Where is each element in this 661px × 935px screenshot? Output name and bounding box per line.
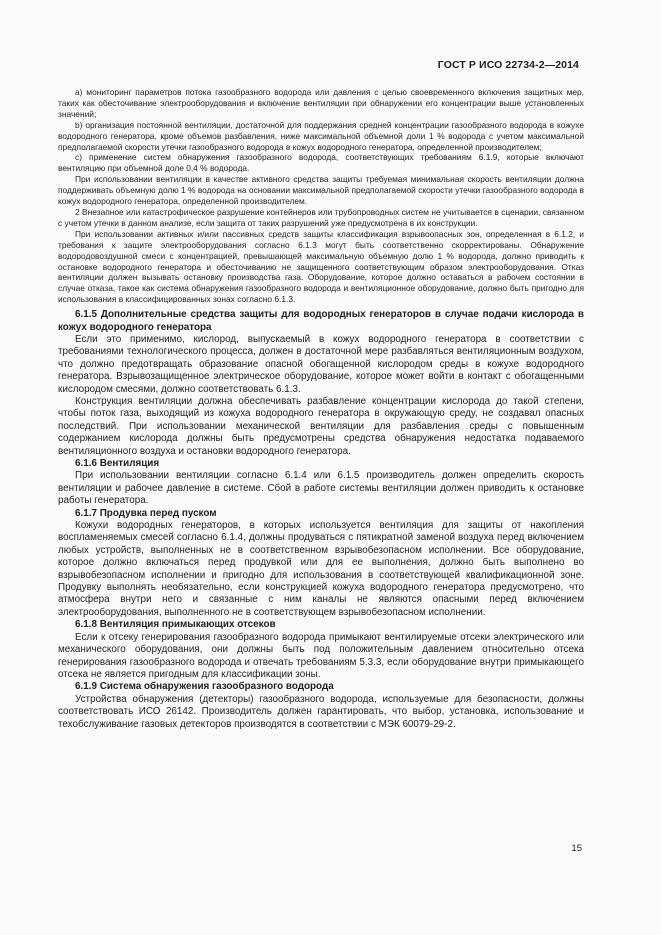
page-number: 15 — [571, 843, 582, 854]
paragraph: Если это применимо, кислород, выпускаемый в кожух водородного генератора в соответствии с требованиями технологического процесса, должен в достаточной мере разбавляться вентиляционным воздухом, что должно предотвращать образование опасной обогащенной кислородом среды в кожухе водородного генератора. Взрывозащищенное электрическое оборудование, которое может войти в контакт с обогащенными кислородом смесями, должно соответствовать 6.1.3. — [58, 333, 584, 395]
paragraph: При использовании активных и/или пассивных средств защиты классификация взрывоопасных зон, определенная в 6.1.2, и требования к защите электрооборудования согласно 6.1.3 могут быть соответственно скорректированы. Обнаружение водородовоздушной смеси с концентрацией, превышающей максимальную объемную долю 1 % водорода, должно приводить к остановке водородного генератора и обесточиванию не защищенного соответствующим образом электрооборудования. Отказ вентиляции должен вызывать остановку производства газа. Оборудование, которое должно оставаться в рабочем состоянии в случае отказа, такое как система обнаружения газообразного водорода и вентиляционное оборудование, должно быть пригодно для использования в классифицированных зонах согласно 6.1.3. — [58, 228, 584, 305]
paragraph: с) применение систем обнаружения газообразного водорода, соответствующих требованиям 6.1.9, которые включают вентиляцию при объемной доле 0,4 % водорода. — [58, 152, 584, 174]
paragraph: Кожухи водородных генераторов, в которых используется вентиляция для защиты от накопления воспламеняемых смесей согласно 6.1.4, должны продуваться с пятикратной заменой воздуха перед включением любых устройств, выполненных не в соответственном взрывобезопасном исполнении. Все оборудование, которое должно включаться перед продувкой или для ее выполнения, должно быть выполнено во взрывобезопасном исполнении и пригодно для использования в соответствующей квалификационной зоне. Продувку выполнять необязательно, если конструкцией кожуха водородного генератора предусмотрено, что атмосфера внутри него и связанные с ним каналы не являются опасными перед включением электрооборудования, выполненного не в соответствующем взрывобезопасном исполнении. — [58, 520, 584, 618]
section-heading: 6.1.7 Продувка перед пуском — [75, 507, 217, 519]
document-id: ГОСТ Р ИСО 22734-2—2014 — [437, 59, 579, 71]
section-heading: 6.1.8 Вентиляция примыкающих отсеков — [75, 619, 276, 631]
small-text-section — [58, 87, 584, 305]
body-text — [58, 87, 584, 731]
section-heading: 6.1.5 Дополнительные средства защиты для водородных генераторов в случае подачи кислорода в кожух водородного генератора — [58, 309, 584, 333]
paragraph: а) мониторинг параметров потока газообразного водорода или давления с целью своевременного включения защитных мер, таких как обесточивание электрооборудования и включение вентиляции при обнаружении его концентрации выше установленных значений; — [58, 87, 584, 119]
main-text-section — [58, 309, 584, 731]
paragraph: При использовании вентиляции в качестве активного средства защиты требуемая минимальная скорость вентиляции должна поддерживать объемную долю 1 % водорода на основании максимальной предполагаемой скорости утечки газообразного водорода в кожух водородного генератора, определенной производителем. — [58, 174, 584, 207]
note-paragraph: 2 Внезапное или катастрофическое разрушение контейнеров или трубопроводных систем не учитывается в сценарии, связанном с учетом утечки в данном анализе, если защита от таких разрушений уже предусмотрена в их конструкции. — [58, 206, 584, 228]
section-heading: 6.1.6 Вентиляция — [75, 458, 160, 469]
paragraph: При использовании вентиляции согласно 6.1.4 или 6.1.5 производитель должен определить скорость вентиляции и рабочее давление в системе. Сбой в работе системы вентиляции должен приводить к остановке работы генератора. — [58, 470, 584, 507]
section-heading: 6.1.9 Система обнаружения газообразного водорода — [75, 681, 334, 693]
paragraph: Если к отсеку генерирования газообразного водорода примыкают вентилируемые отсеки электрического или механического оборудования, они должны быть под положительным давлением относительно отсека генерирования газообразного водорода и отвечать требованиям 5.3.3, если оборудование внутри примыкающего отсека не является пригодным для классификации зоны. — [58, 631, 584, 680]
paragraph: Конструкция вентиляции должна обеспечивать разбавление концентрации кислорода до такой степени, чтобы поток газа, выходящий из кожуха водородного генератора в окружающую среду, не создавал опасных последствий. При использовании механической вентиляции для разбавления среды с повышенным содержанием кислорода должны быть предусмотрены средства обнаружения недостатка подаваемого вентиляционного воздуха и остановки водородного генератора. — [58, 395, 584, 457]
paragraph: b) организация постоянной вентиляции, достаточной для поддержания средней концентрации газообразного водорода в кожухе водородного генератора, кроме объемов разбавления, ниже максимальной объемной доли 1 % водорода с учетом максимальной предполагаемой скорости утечки газообразного водорода в кожух водородного генератора, определенной производителем; — [58, 119, 584, 152]
paragraph: Устройства обнаружения (детекторы) газообразного водорода, используемые для безопасности, должны соответствовать ИСО 26142. Производитель должен гарантировать, что выбор, установка, использование и техобслуживание газовых детекторов производятся в соответствии с МЭК 60079-29-2. — [58, 693, 584, 730]
